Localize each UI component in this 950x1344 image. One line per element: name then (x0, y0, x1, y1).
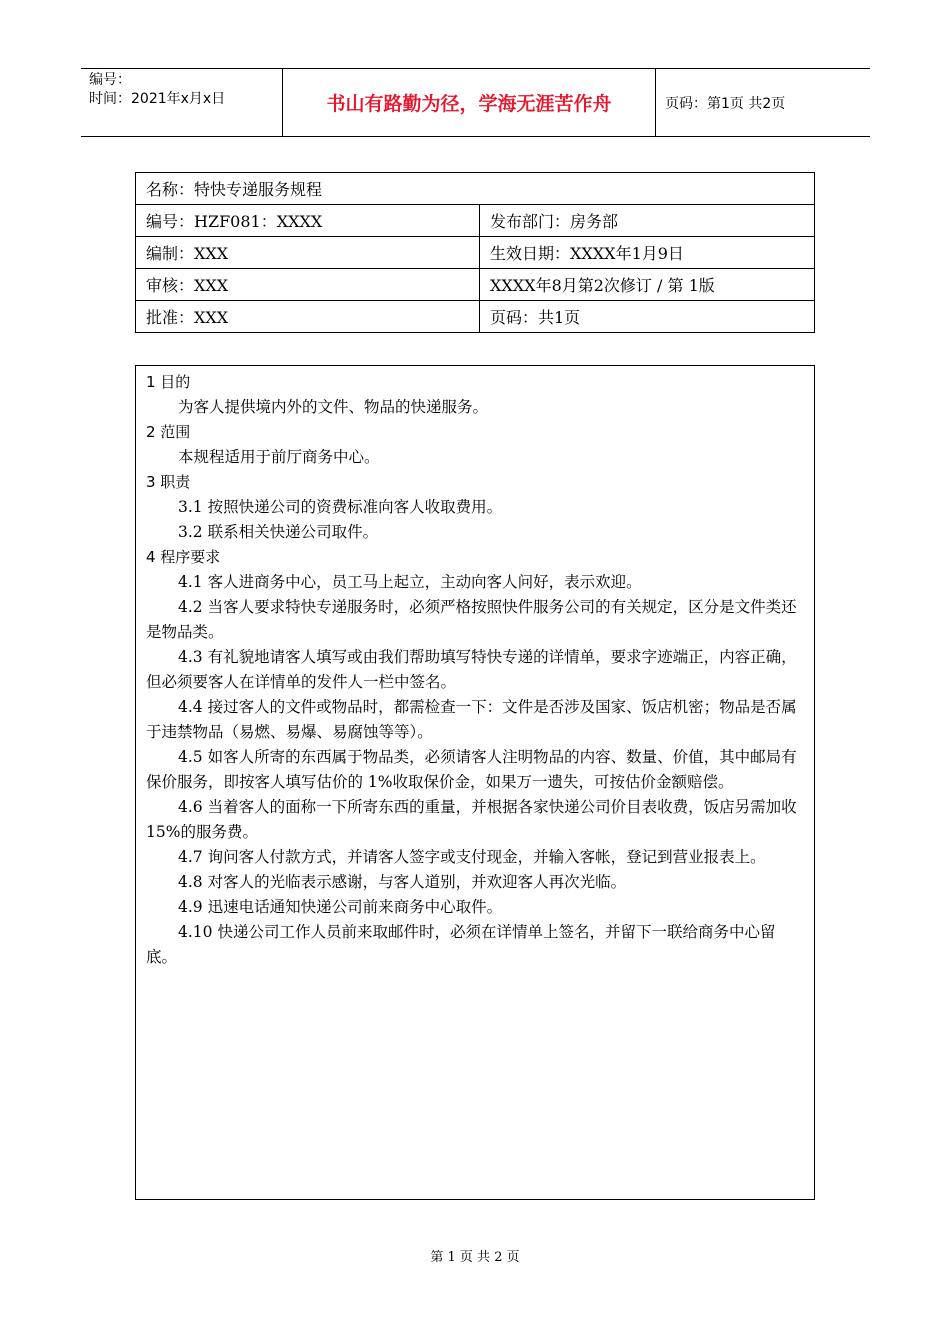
procedure-item: 4.10 快递公司工作人员前来取邮件时，必须在详情单上签名，并留下一联给商务中心留底。 (146, 923, 776, 966)
paragraph: 3.2 联系相关快递公司取件。 (178, 523, 379, 541)
header-time: 时间：2021年x月x日 (89, 91, 226, 107)
procedure-item: 4.5 如客人所寄的东西属于物品类，必须请客人注明物品的内容、数量、价值，其中邮局有保价服务，即按客人填写估价的 1%收取保价金，如果万一遗失，可按估价金额赔偿。 (146, 748, 797, 791)
header-number: 编号： (89, 72, 131, 88)
header-motto: 书山有路勤为径，学海无涯苦作舟 (283, 69, 656, 136)
doc-name: 名称：特快专递服务规程 (136, 173, 815, 205)
procedure-item: 4.9 迅速电话通知快递公司前来商务中心取件。 (178, 898, 503, 916)
info-row (136, 269, 815, 301)
procedure-item: 4.6 当着客人的面称一下所寄东西的重量，并根据各家快递公司价目表收费，饭店另需加收 15%的服务费。 (146, 798, 797, 841)
section-title: 2 范围 (146, 423, 191, 441)
section-title: 1 目的 (146, 373, 191, 391)
procedure-item: 4.4 接过客人的文件或物品时，都需检查一下：文件是否涉及国家、饭店机密；物品是否属于违禁物品（易燃、易爆、易腐蚀等等）。 (146, 698, 797, 741)
section-title: 3 职责 (146, 473, 191, 491)
info-row (136, 205, 815, 237)
info-row (136, 237, 815, 269)
header-meta (81, 69, 283, 136)
procedure-item: 4.1 客人进商务中心，员工马上起立，主动向客人问好，表示欢迎。 (178, 573, 642, 591)
header-page-info: 页码：第1页 共2页 (665, 95, 786, 112)
paragraph: 3.1 按照快递公司的资费标准向客人收取费用。 (178, 498, 503, 516)
doc-department: 发布部门：房务部 (480, 205, 815, 237)
doc-revision: XXXX年8月第2次修订 / 第 1版 (480, 269, 815, 301)
procedure-item: 4.2 当客人要求特快专递服务时，必须严格按照快件服务公司的有关规定，区分是文件类还是物品类。 (146, 598, 797, 641)
doc-pages: 页码：共1页 (480, 301, 815, 333)
procedure-item: 4.7 询问客人付款方式，并请客人签字或支付现金，并输入客帐，登记到营业报表上。 (178, 848, 766, 866)
doc-compiler: 编制：XXX (136, 237, 480, 269)
paragraph: 本规程适用于前厅商务中心。 (178, 448, 380, 466)
doc-approver: 批准：XXX (136, 301, 480, 333)
section-title: 4 程序要求 (146, 548, 221, 566)
info-row (136, 301, 815, 333)
procedure-item: 4.8 对客人的光临表示感谢，与客人道别，并欢迎客人再次光临。 (178, 873, 627, 891)
page-footer: 第 1 页 共 2 页 (430, 1250, 520, 1265)
document-info-table (135, 172, 815, 333)
doc-reviewer: 审核：XXX (136, 269, 480, 301)
paragraph: 为客人提供境内外的文件、物品的快递服务。 (178, 398, 489, 416)
page-header (81, 68, 870, 137)
doc-code: 编号：HZF081：XXXX (136, 205, 480, 237)
procedure-content (135, 365, 815, 1200)
procedure-item: 4.3 有礼貌地请客人填写或由我们帮助填写特快专递的详情单，要求字迹端正，内容正确，但必须要客人在详情单的发件人一栏中签名。 (146, 648, 797, 691)
doc-effective-date: 生效日期：XXXX年1月9日 (480, 237, 815, 269)
info-row (136, 173, 815, 205)
